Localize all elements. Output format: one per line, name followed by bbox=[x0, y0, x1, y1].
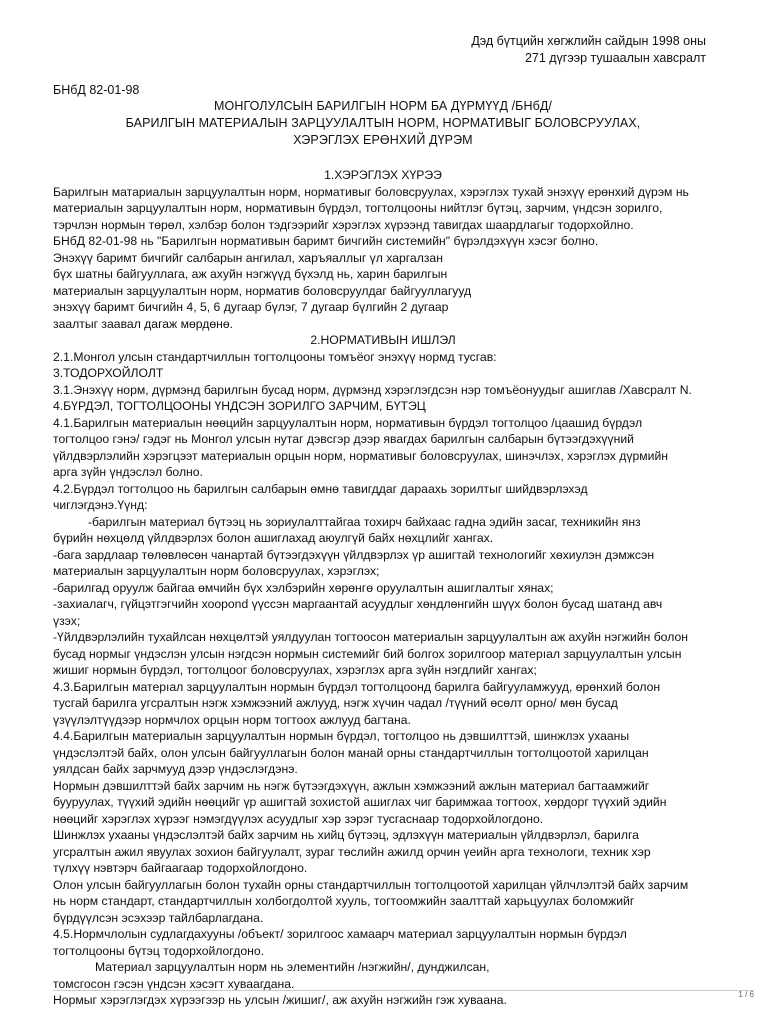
text-line: тогтолцоо гэнэ/ гэдэг нь Монгол улсын нутаг дэвсгэр дээр явагдах барилгын салбарын бүтээгдэхүүний bbox=[53, 432, 634, 446]
text-line: 4.1.Барилгын материалын нөөцийн зарцуулалтын норм, нормативын бүрдэл тогтолцоо /цаашид бүрдэл bbox=[53, 415, 643, 430]
text-line: -бага зардлаар төлөвлөсөн чанартай бүтээгдэхүүн үйлдвэрлэх үр ашигтай технологийг хөхиулэн дэмжсэн bbox=[53, 547, 655, 562]
section-heading: 1.ХЭРЭГЛЭХ ХҮРЭЭ bbox=[324, 168, 442, 182]
text-line: -Үйлдвэрлэлийн тухайлсан нөхцөлтэй уялдуулан тогтоосон материалын зарцуулалтын аж ахуйн нэгжийн болон bbox=[53, 630, 688, 644]
text-line: нөөцийг хэрэглэх хүрээг нэмэгдүүлэх асуудлыг хэр зэрэг тусгаснаар тодорхойлогдоно. bbox=[53, 811, 544, 826]
appendix-header-line-1: Дэд бүтцийн хөгжлийн сайдын 1998 оны bbox=[471, 34, 706, 48]
text-line: түлхүү нэвтэрч байгаагаар тодорхойлогдоно. bbox=[53, 861, 308, 875]
text-line: 4.4.Барилгын материалын зарцуулалтын нормын бүрдэл, тогтолцоо нь дэвшилттэй, шинжлэх ухааны bbox=[53, 729, 630, 743]
text-line: 3.ТОДОРХОЙЛОЛТ bbox=[53, 366, 164, 380]
text-line: материалын зарцуулалтын норм боловсруулах, хэрэглэх; bbox=[53, 564, 380, 578]
document-code: БНбД 82-01-98 bbox=[53, 83, 140, 97]
text-line: Олон улсын байгууллагын болон тухайн орны стандартчиллын тогтолцоотой харилцан үйлчлэлтэй байх зарчим bbox=[53, 877, 689, 892]
text-line: Шинжлэх ухааны үндэслэлтэй байх зарчим нь хийц бүтээц, эдлэхүүн материалын үйлдвэрлэл, барилга bbox=[53, 828, 639, 842]
text-line: бусад нормыг үндэслэн улсын нэгдсэн нормын системийг бий болгох зорилгоор матерıал зарцуулалтын улсын bbox=[53, 646, 682, 661]
document-text bbox=[53, 167, 713, 1009]
text-line: Нормын дэвшилттэй байх зарчим нь нэгж бүтээгдэхүүн, ажлын хэмжээний ажлын материал багтаамжийг bbox=[53, 778, 650, 793]
text-line: -барилгад оруулж байгаа өмчийн бүх хэлбэрийн хөрөнгө оруулалтын ашиглалтыг хянах; bbox=[53, 580, 554, 595]
text-line: материалын зарцуулалтын норм, норматив боловсруулдаг байгууллагууд bbox=[53, 283, 472, 298]
title-spacer bbox=[53, 149, 713, 167]
text-line: уялдсан байх зарчмууд дээр үндэслэгдэнэ. bbox=[53, 762, 298, 776]
text-line: Энэхүү баримт бичгийг салбарын ангилал, харъяаллыг үл харгалзан bbox=[53, 250, 443, 265]
text-line: тогтолцооны бүтэц тодорхойлогдоно. bbox=[53, 943, 264, 958]
text-line: жишиг нормын бүрдэл, тогтолцоог боловсруулах, хэрэглэх арга зүйн нэгдлийг хангах; bbox=[53, 663, 537, 677]
title-line-2: БАРИЛГЫН МАТЕРИАЛЫН ЗАРЦУУЛАЛТЫН НОРМ, НОРМАТИВЫГ БОЛОВСРУУЛАХ, bbox=[125, 116, 641, 130]
text-line: угсралтын ажил явуулах зохион байгуулалт, зураг төслийн ажилд орчин үеийн арга технологи, техник хэр bbox=[53, 844, 651, 859]
text-line: бууруулах, түүхий эдийн нөөцийг үр ашигтай зохистой ашиглах чиг баримжаа тогтоох, хөрдорг түүхий эдийн bbox=[53, 795, 667, 809]
text-line: Барилгын матариалын зарцуулалтын норм, нормативыг боловсруулах, хэрэглэх тухай энэхүү ерөнхий дүрэм нь bbox=[53, 184, 689, 199]
text-line: Материал зарцуулалтын норм нь элементийн /нэгжийн/, дунджилсан, bbox=[95, 960, 490, 974]
text-line: энэхүү баримт бичгийн 4, 5, 6 дугаар бүлэг, 7 дугаар бүлгийн 2 дугаар bbox=[53, 300, 449, 314]
text-line: тэрчлэн нормын төрөл, хэлбэр болон тэдгээрийг хэрэглэх хүрээнд тавигдах шаардлагыг тодорхойлно. bbox=[53, 217, 634, 232]
text-line: арга зүйн үндэслэл болно. bbox=[53, 465, 203, 479]
text-line: 4.БҮРДЭЛ, ТОГТОЛЦООНЫ ҮНДСЭН ЗОРИЛГО ЗАРЧИМ, БҮТЭЦ bbox=[53, 399, 426, 413]
footer-divider bbox=[53, 990, 754, 991]
text-line: -захиалагч, гүйцэтгэгчийн хоорond үүссэн маргаантай асуудлыг хөндлөнгийн шүүх болон бусад шатанд авч bbox=[53, 597, 663, 611]
text-line: үндэслэлтэй байх, олон улсын байгууллагын болон манай орны стандартчиллын тогтолцоотой харилцан bbox=[53, 745, 649, 760]
text-line: үзэх; bbox=[53, 613, 81, 628]
appendix-header-line-2: 271 дүгээр тушаалын хавсралт bbox=[524, 51, 706, 65]
text-line: 3.1.Энэхүү норм, дүрмэнд барилгын бусад норм, дүрмэнд хэрэглэгдсэн нэр томъёонуудыг ашиглав /Хавсралт N. bbox=[53, 382, 692, 397]
title-line-1: МОНГОЛУЛСЫН БАРИЛГЫН НОРМ БА ДҮРМҮҮД /БНбД/ bbox=[213, 99, 552, 113]
title-line-3: ХЭРЭГЛЭХ ЕРӨНХИЙ ДҮРЭМ bbox=[293, 133, 473, 147]
text-line: бүрийн нөхцөлд үйлдвэрлэх болон ашиглахад аюулгүй байх нөхцлийг хангах. bbox=[53, 531, 494, 545]
text-line: -барилгын материал бүтээц нь зориулалттайгаа тохирч байхаас гадна эдийн засаг, техникийн янз bbox=[88, 514, 641, 529]
text-line: бүрдүүлсэн эсэхээр тайлбарлагдана. bbox=[53, 910, 264, 925]
text-line: 4.5.Нормчлолын судлагдахууны /объект/ зорилгоос хамаарч материал зарцуулалтын нормын бүрдэл bbox=[53, 927, 627, 941]
page-number: 1 / 6 bbox=[738, 990, 754, 999]
text-line: үзүүлэлтүүдээр нормчлох орцын норм тогтоох ажлууд багтана. bbox=[53, 712, 411, 727]
document-body bbox=[53, 98, 713, 1009]
section-heading: 2.НОРМАТИВЫН ИШЛЭЛ bbox=[310, 333, 456, 347]
text-line: материалын зарцуулалтын норм, нормативын бүрдэл, тогтолцооны нийтлэг бүтэц, зарчим, үндсэн зорилго, bbox=[53, 201, 663, 215]
text-line: үйлдвэрлэлийн хэрэгцээт материалын орцын норм, нормативыг боловсруулах, шинэчлэх, хэрэглэх дүрмийн bbox=[53, 448, 668, 463]
text-line: 4.3.Барилгын матерıал зарцуулалтын нормын бүрдэл тогтолцоонд барилга байгууламжууд, өрөнхий болон bbox=[53, 679, 661, 694]
text-line: 2.1.Монгол улсын стандартчиллын тогтолцооны томъёог энэхүү нормд тусгав: bbox=[53, 349, 497, 364]
text-line: чиглэгдэнэ.Үүнд: bbox=[53, 498, 148, 512]
text-line: нь норм стандарт, стандартчиллын холбогдолтой хууль, тогтоомжийн заалттай харьцуулах боломжийг bbox=[53, 894, 635, 908]
text-line: 4.2.Бүрдэл тогтолцоо нь барилгын салбарын өмнө тавигддаг дараахь зорилтыг шийдвэрлэхэд bbox=[53, 481, 588, 496]
text-line: заалтыг заавал дагаж мөрдөнө. bbox=[53, 316, 234, 331]
text-line: БНбД 82-01-98 нь "Барилгын нормативын баримт бичгийн системийн" бүрэлдэхүүн хэсэг болно. bbox=[53, 234, 599, 248]
text-line: томсгосон гэсэн үндсэн хэсэгт хуваагдана. bbox=[53, 976, 295, 991]
text-line: бүх шатны байгууллага, аж ахуйн нэгжүүд бүхэлд нь, харин барилгын bbox=[53, 267, 448, 281]
text-line: тусгай барилга угсралтын нэгж хэмжээний ажлууд, нэгж хүчин чадал /түүний өсөлт орно/ мөн бусад bbox=[53, 696, 618, 710]
appendix-header bbox=[471, 33, 706, 67]
text-line: Нормыг хэрэглэгдэх хүрээгээр нь улсын /жишиг/, аж ахуйн нэгжийн гэж хуваана. bbox=[53, 993, 507, 1007]
